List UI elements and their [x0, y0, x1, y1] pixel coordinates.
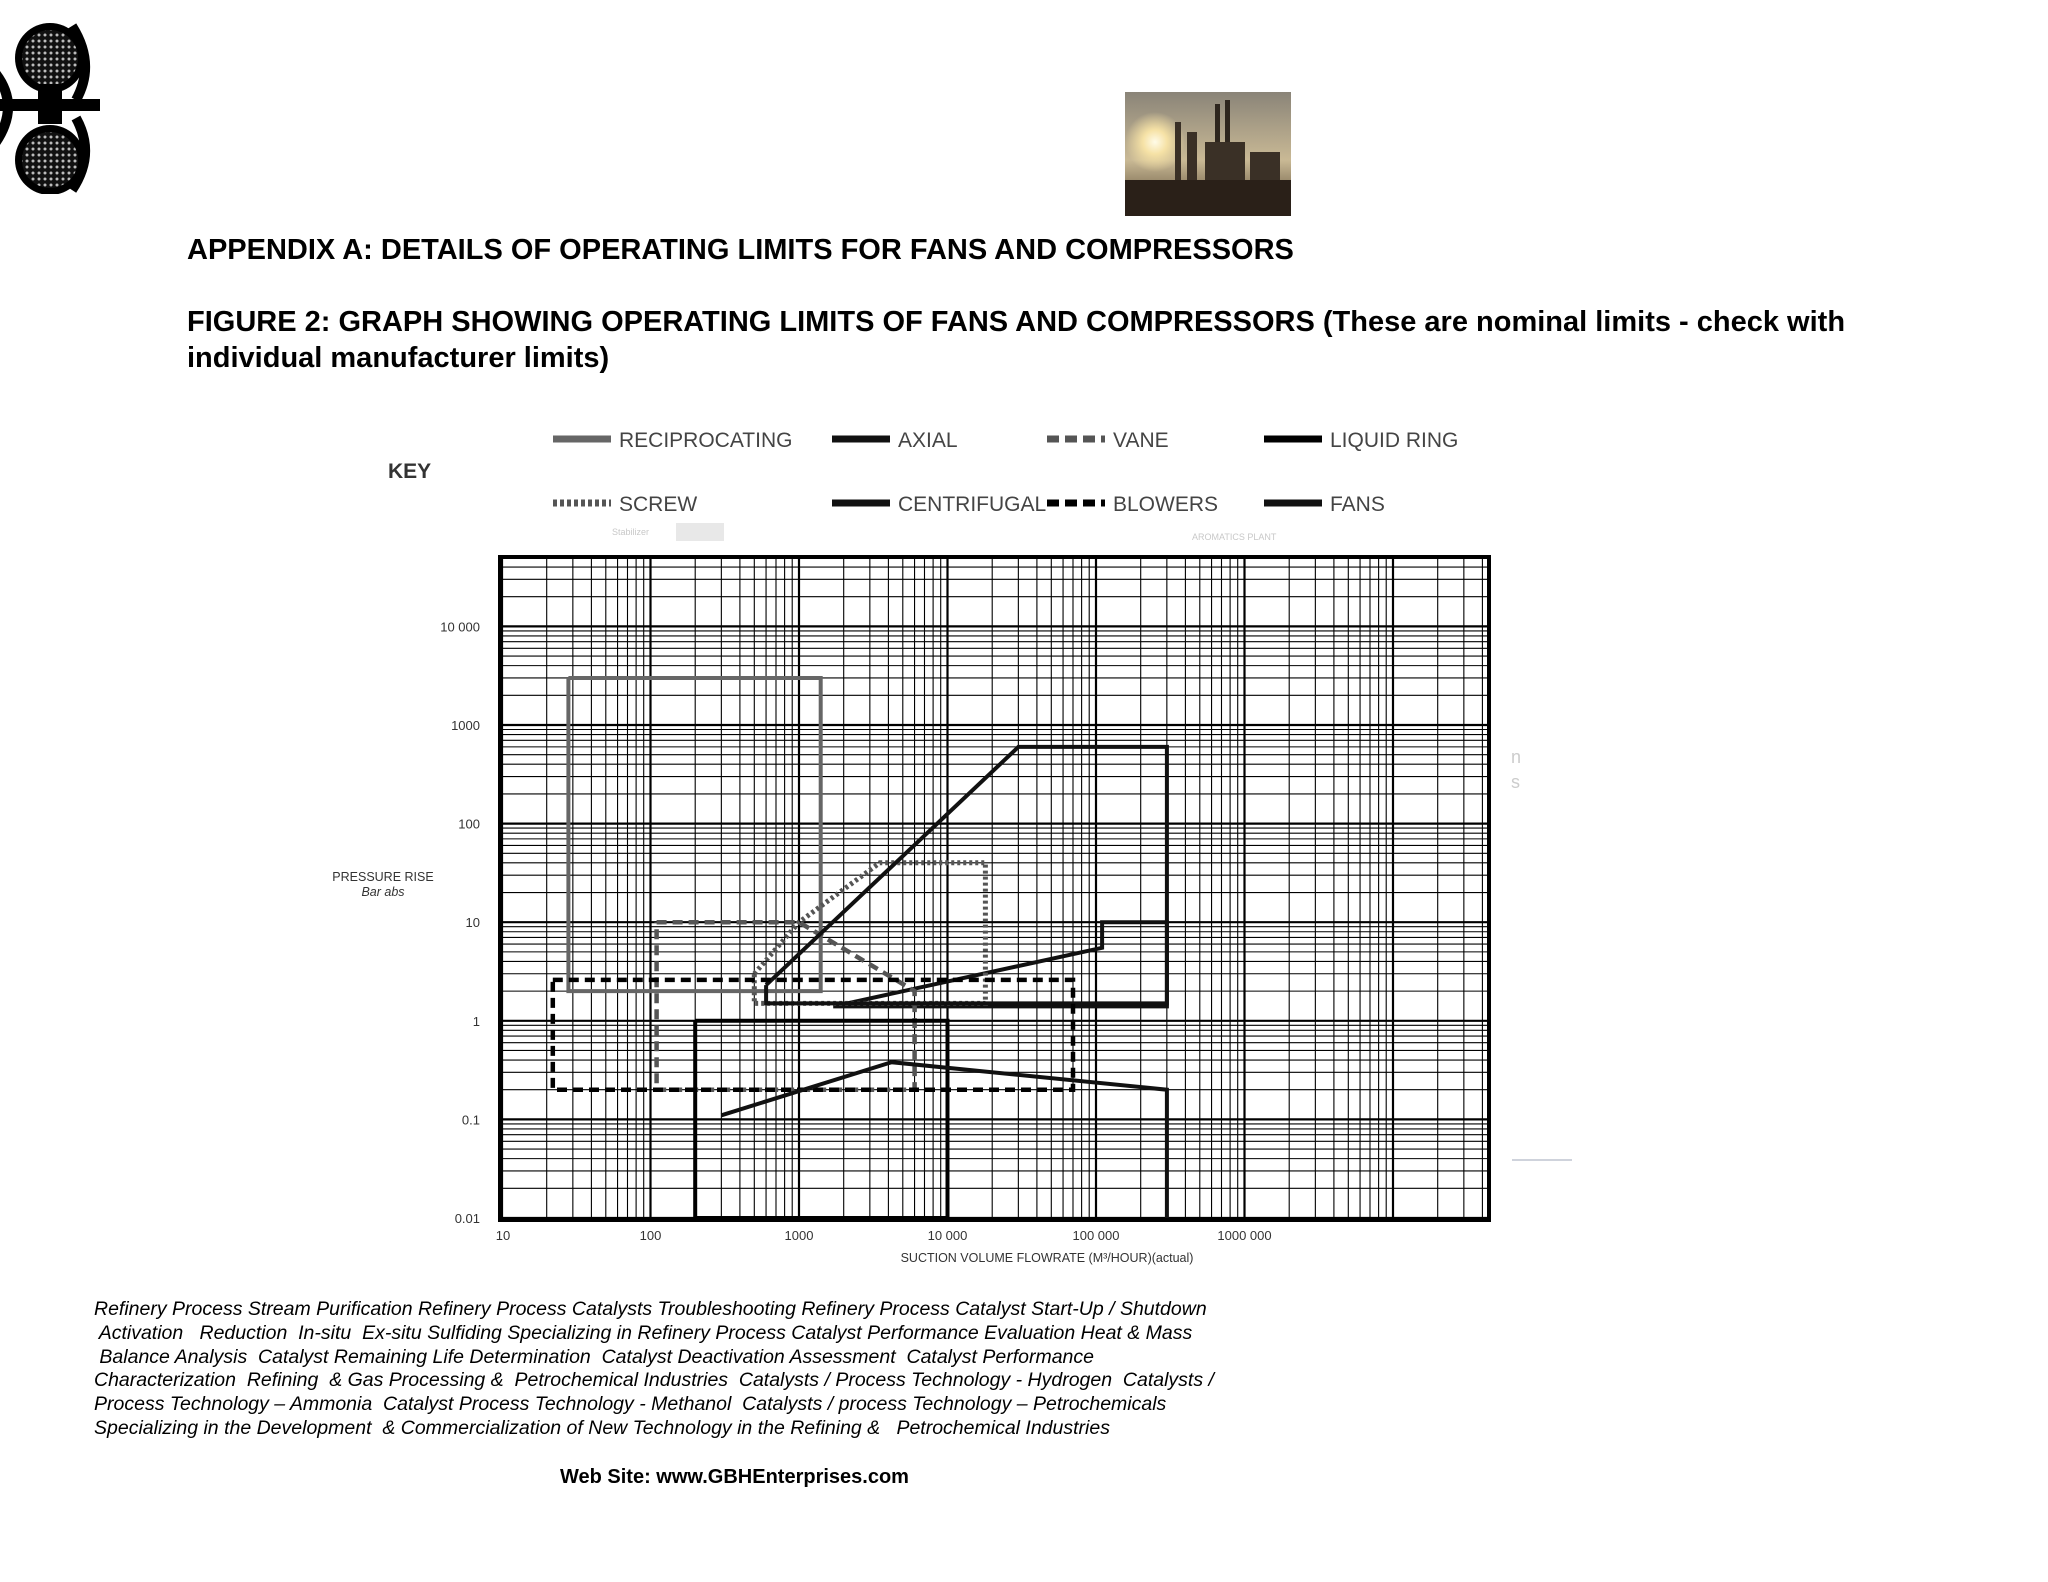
footer-line: Refinery Process Stream Purification Refinery Process Catalysts Troubleshooting Refinery Process Catalyst Start-Up / Shutdown — [94, 1298, 1207, 1320]
legend — [553, 429, 1458, 516]
svg-text:AROMATICS PLANT: AROMATICS PLANT — [1192, 532, 1277, 542]
legend-label: RECIPROCATING — [619, 429, 793, 452]
footer-line: Specializing in the Development & Commercialization of New Technology in the Refining & Petrochemical Industries — [94, 1416, 1110, 1439]
legend-label: SCREW — [619, 493, 698, 516]
footer-line: Activation Reduction In-situ Ex-situ Sulfiding Specializing in Refinery Process Catalyst Performance Evaluation Heat & Mass — [94, 1321, 1193, 1344]
y-tick-label: 1000 — [451, 718, 480, 733]
footer-keywords — [94, 1298, 1344, 1441]
y-tick-label: 0.1 — [461, 1112, 480, 1128]
website-link[interactable]: Web Site: www.GBHEnterprises.com — [560, 1466, 909, 1488]
y-axis-label: PRESSURE RISE — [332, 870, 434, 884]
side-mark: n — [1511, 747, 1522, 767]
x-tick-label: 1000 — [784, 1228, 814, 1243]
chart-grid — [500, 557, 1489, 1220]
x-tick-label: 10 000 — [927, 1228, 968, 1243]
y-tick-label: 10 — [465, 915, 480, 931]
series-group — [553, 678, 1167, 1218]
x-tick-labels — [496, 1228, 1272, 1243]
y-axis-unit: Bar abs — [361, 885, 405, 899]
series-axial — [833, 922, 1167, 1006]
appendix-title: APPENDIX A: DETAILS OF OPERATING LIMITS FOR FANS AND COMPRESSORS — [187, 234, 1294, 266]
y-tick-label: 0.01 — [454, 1211, 480, 1226]
legend-label: AXIAL — [898, 429, 958, 452]
figure-title: FIGURE 2: GRAPH SHOWING OPERATING LIMITS OF FANS AND COMPRESSORS (These are nominal limits - check with individual manufacturer limits) — [187, 306, 1846, 374]
x-tick-label: 100 000 — [1072, 1228, 1120, 1243]
x-tick-label: 1000 000 — [1217, 1228, 1272, 1243]
faint-background-marks — [612, 523, 1572, 1160]
footer-line: Process Technology – Ammonia Catalyst Process Technology - Methanol Catalysts / process Technology – Petrochemicals — [94, 1393, 1167, 1416]
side-mark: s — [1511, 772, 1520, 792]
legend-label: BLOWERS — [1113, 493, 1219, 516]
x-axis-label: SUCTION VOLUME FLOWRATE (M³/HOUR)(actual) — [900, 1251, 1194, 1265]
footer-line: Characterization Refining & Gas Processing & Petrochemical Industries Catalysts / Process Technology - Hydrogen Catalysts / — [94, 1369, 1214, 1392]
footer-line: Balance Analysis Catalyst Remaining Life Determination Catalyst Deactivation Assessment Catalyst Performance — [94, 1345, 1094, 1368]
key-label: KEY — [388, 460, 432, 483]
legend-label: FANS — [1330, 493, 1385, 516]
x-tick-label: 100 — [639, 1228, 662, 1243]
x-tick-label: 10 — [495, 1228, 511, 1243]
legend-label: VANE — [1113, 429, 1169, 452]
legend-label: LIQUID RING — [1330, 429, 1459, 452]
y-tick-label: 10 000 — [440, 619, 480, 635]
y-tick-label: 1 — [472, 1013, 480, 1029]
series-fans — [721, 1062, 1167, 1218]
svg-text:Stabilizer: Stabilizer — [612, 527, 650, 537]
y-tick-label: 100 — [458, 816, 480, 832]
y-tick-labels — [440, 619, 480, 1226]
legend-label: CENTRIFUGAL — [898, 493, 1047, 516]
